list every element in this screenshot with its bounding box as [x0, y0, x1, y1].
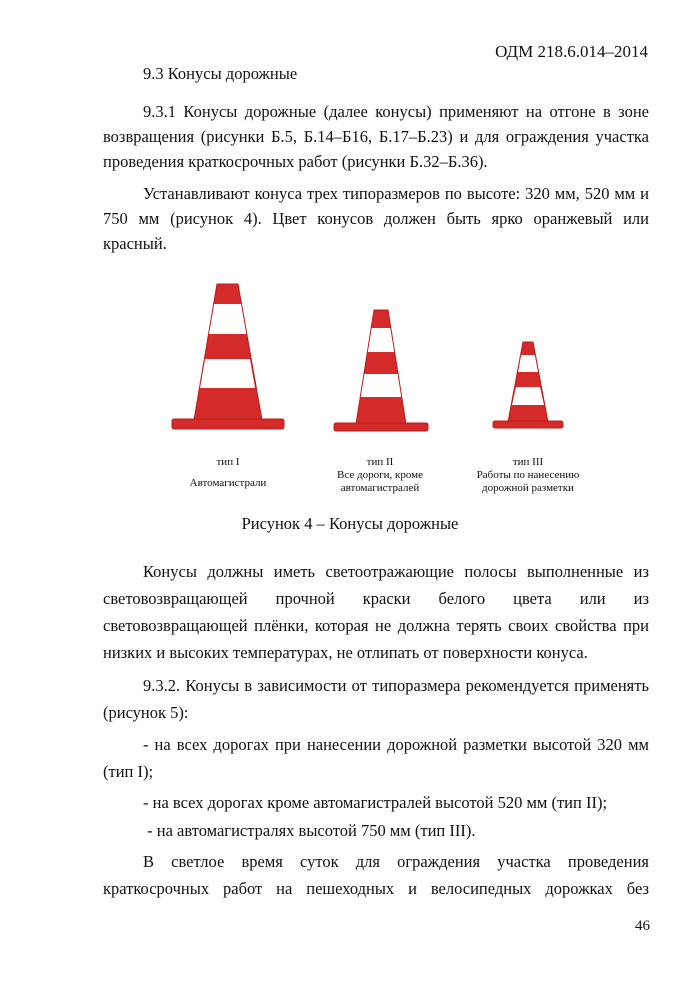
paragraph-line: световозвращающей прочной краски белого цвета или из	[103, 589, 649, 608]
paragraph-line: 750 мм (рисунок 4). Цвет конусов должен быть ярко оранжевый или красный.	[103, 209, 649, 253]
cone-type-2	[334, 310, 428, 431]
cone-description: Автомагистрали	[189, 477, 267, 489]
document-code: ОДМ 218.6.014–2014	[495, 42, 648, 61]
paragraph-line: 9.3.1 Конусы дорожные (далее конусы) применяют на отгоне в зоне	[143, 102, 649, 121]
cone-label-type-3	[465, 456, 591, 495]
cones-figure	[0, 0, 700, 440]
cone-description: Все дороги, кроме	[337, 469, 423, 481]
cone-type: тип I	[216, 456, 240, 468]
cone-type-1	[172, 284, 284, 429]
paragraph-line: 9.3.2. Конусы в зависимости от типоразмера рекомендуется применять	[143, 676, 649, 695]
paragraph-line: Конусы должны иметь светоотражающие полосы выполненные из	[143, 562, 649, 581]
page-number: 46	[635, 918, 650, 934]
cone-description: автомагистралей	[340, 482, 420, 494]
cone-description: Работы по нанесению	[476, 469, 580, 481]
list-item: (тип I);	[103, 762, 154, 781]
cone-label-type-1	[168, 456, 288, 490]
cone-type: тип III	[512, 456, 544, 468]
cone-description: дорожной разметки	[482, 482, 574, 494]
cone-type: тип II	[366, 456, 394, 468]
paragraph-line: возвращения (рисунки Б.5, Б.14–Б16, Б.17–Б.23) и для ограждения участка	[103, 127, 649, 146]
paragraph-line: (рисунок 5):	[103, 703, 189, 722]
paragraph-line: световозвращающей плёнки, которая не должна терять своих свойства при	[103, 616, 649, 635]
paragraph-line: проведения краткосрочных работ (рисунки Б.32–Б.36).	[103, 152, 488, 171]
list-item: - на всех дорогах кроме автомагистралей высотой 520 мм (тип II);	[143, 793, 608, 812]
section-title: 9.3 Конусы дорожные	[143, 64, 298, 83]
figure-caption: Рисунок 4 – Конусы дорожные	[241, 514, 459, 533]
paragraph-line: В светлое время суток для ограждения участка проведения	[143, 852, 649, 871]
cone-label-type-2	[320, 456, 440, 495]
paragraph-line: краткосрочных работ на пешеходных и велосипедных дорожках без	[103, 879, 649, 898]
paragraph-line: Устанавливают конуса трех типоразмеров по высоте: 320 мм, 520 мм и	[143, 184, 649, 203]
cone-type-3	[493, 342, 563, 428]
paragraph-line: низких и высоких температурах, не отлипать от поверхности конуса.	[103, 643, 588, 662]
list-item: - на автомагистралях высотой 750 мм (тип III).	[143, 821, 476, 840]
list-item: - на всех дорогах при нанесении дорожной разметки высотой 320 мм	[143, 735, 649, 754]
